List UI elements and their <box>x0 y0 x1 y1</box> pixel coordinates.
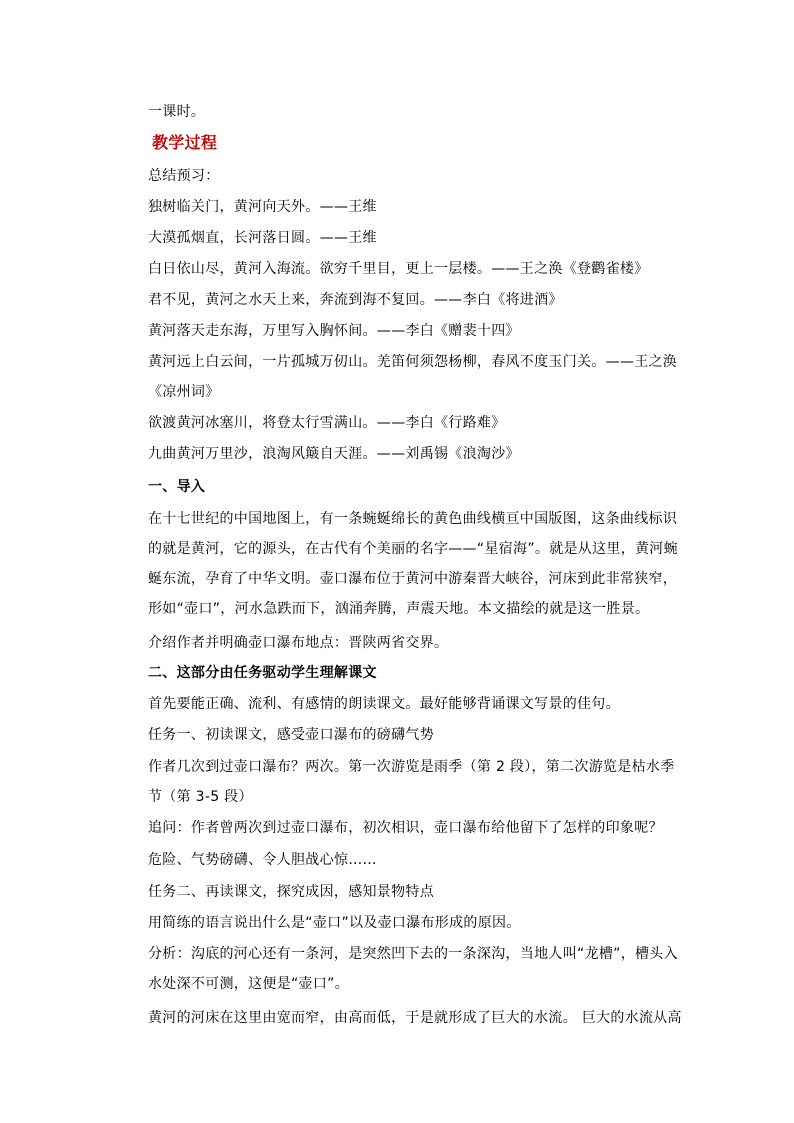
reading-line: 首先要能正确、流利、有感情的朗读课文。最好能够背诵课文写景的佳句。 <box>148 696 620 712</box>
intro-paragraph: 在十七世纪的中国地图上，有一条蜿蜒绵长的黄色曲线横亘中国版图，这条曲线标识的就是黄河，它的源头，在古代有个美丽的名字——“星宿海”。就是从这里，黄河蜿蜒东流，孕育了中华文明。壶口瀑布位于黄河中游秦晋大峡谷，河床到此非常狭窄，形如“壶口”，河水急跌而下，汹涌奔腾，声震天地。本文描绘的就是这一胜景。 <box>148 511 678 617</box>
quote-7: 欲渡黄河冰塞川，将登太行雪满山。——李白《行路难》 <box>148 415 506 431</box>
quote-3: 白日依山尽，黄河入海流。欲穷千里目，更上一层楼。——王之涣《登鹳雀楼》 <box>148 261 649 277</box>
analysis-paragraph: 分析：沟底的河心还有一条河，是突然凹下去的一条深沟，当地人叫“龙槽”，槽头入水处深不可测，这便是“壶口”。 <box>148 946 678 992</box>
summary-label: 总结预习： <box>148 168 220 184</box>
last-line: 黄河的河床在这里由宽而窄，由高而低，于是就形成了巨大的水流。 巨大的水流从高 <box>148 1010 682 1026</box>
quote-8: 九曲黄河万里沙，浪淘风簸自天涯。——刘禹锡《浪淘沙》 <box>148 446 520 462</box>
question-line: 追问：作者曾两次到过壶口瀑布，初次相识，壶口瀑布给他留下了怎样的印象呢？ <box>148 820 663 836</box>
section-title: 教学过程 <box>152 133 218 152</box>
quote-5: 黄河落天走东海，万里写入胸怀间。——李白《赠裴十四》 <box>148 323 520 339</box>
heading-task-driven: 二、这部分由任务驱动学生理解课文 <box>148 665 377 681</box>
task-1-line: 任务一、初读课文，感受壶口瀑布的磅礴气势 <box>148 727 434 743</box>
author-line: 介绍作者并明确壶口瀑布地点：晋陕两省交界。 <box>148 635 449 651</box>
quote-1: 独树临关门，黄河向天外。——王维 <box>148 199 377 215</box>
heading-intro: 一、导入 <box>148 479 206 495</box>
visits-paragraph: 作者几次到过壶口瀑布？两次。第一次游览是雨季（第 2 段），第二次游览是枯水季节（第 3-5 段） <box>148 759 675 805</box>
explain-line: 用简练的语言说出什么是“壶口”以及壶口瀑布形成的原因。 <box>148 915 521 931</box>
answer-line: 危险、气势磅礴、令人胆战心惊…… <box>148 852 377 868</box>
quote-2: 大漠孤烟直，长河落日圆。——王维 <box>148 230 377 246</box>
intro-line: 一课时。 <box>148 104 206 120</box>
quote-4: 君不见，黄河之水天上来，奔流到海不复回。——李白《将进酒》 <box>148 292 563 308</box>
quote-6: 黄河远上白云间，一片孤城万仞山。羌笛何须怨杨柳，春风不度玉门关。——王之涣《凉州词》 <box>148 354 678 400</box>
task-2-line: 任务二、再读课文，探究成因，感知景物特点 <box>148 884 434 900</box>
